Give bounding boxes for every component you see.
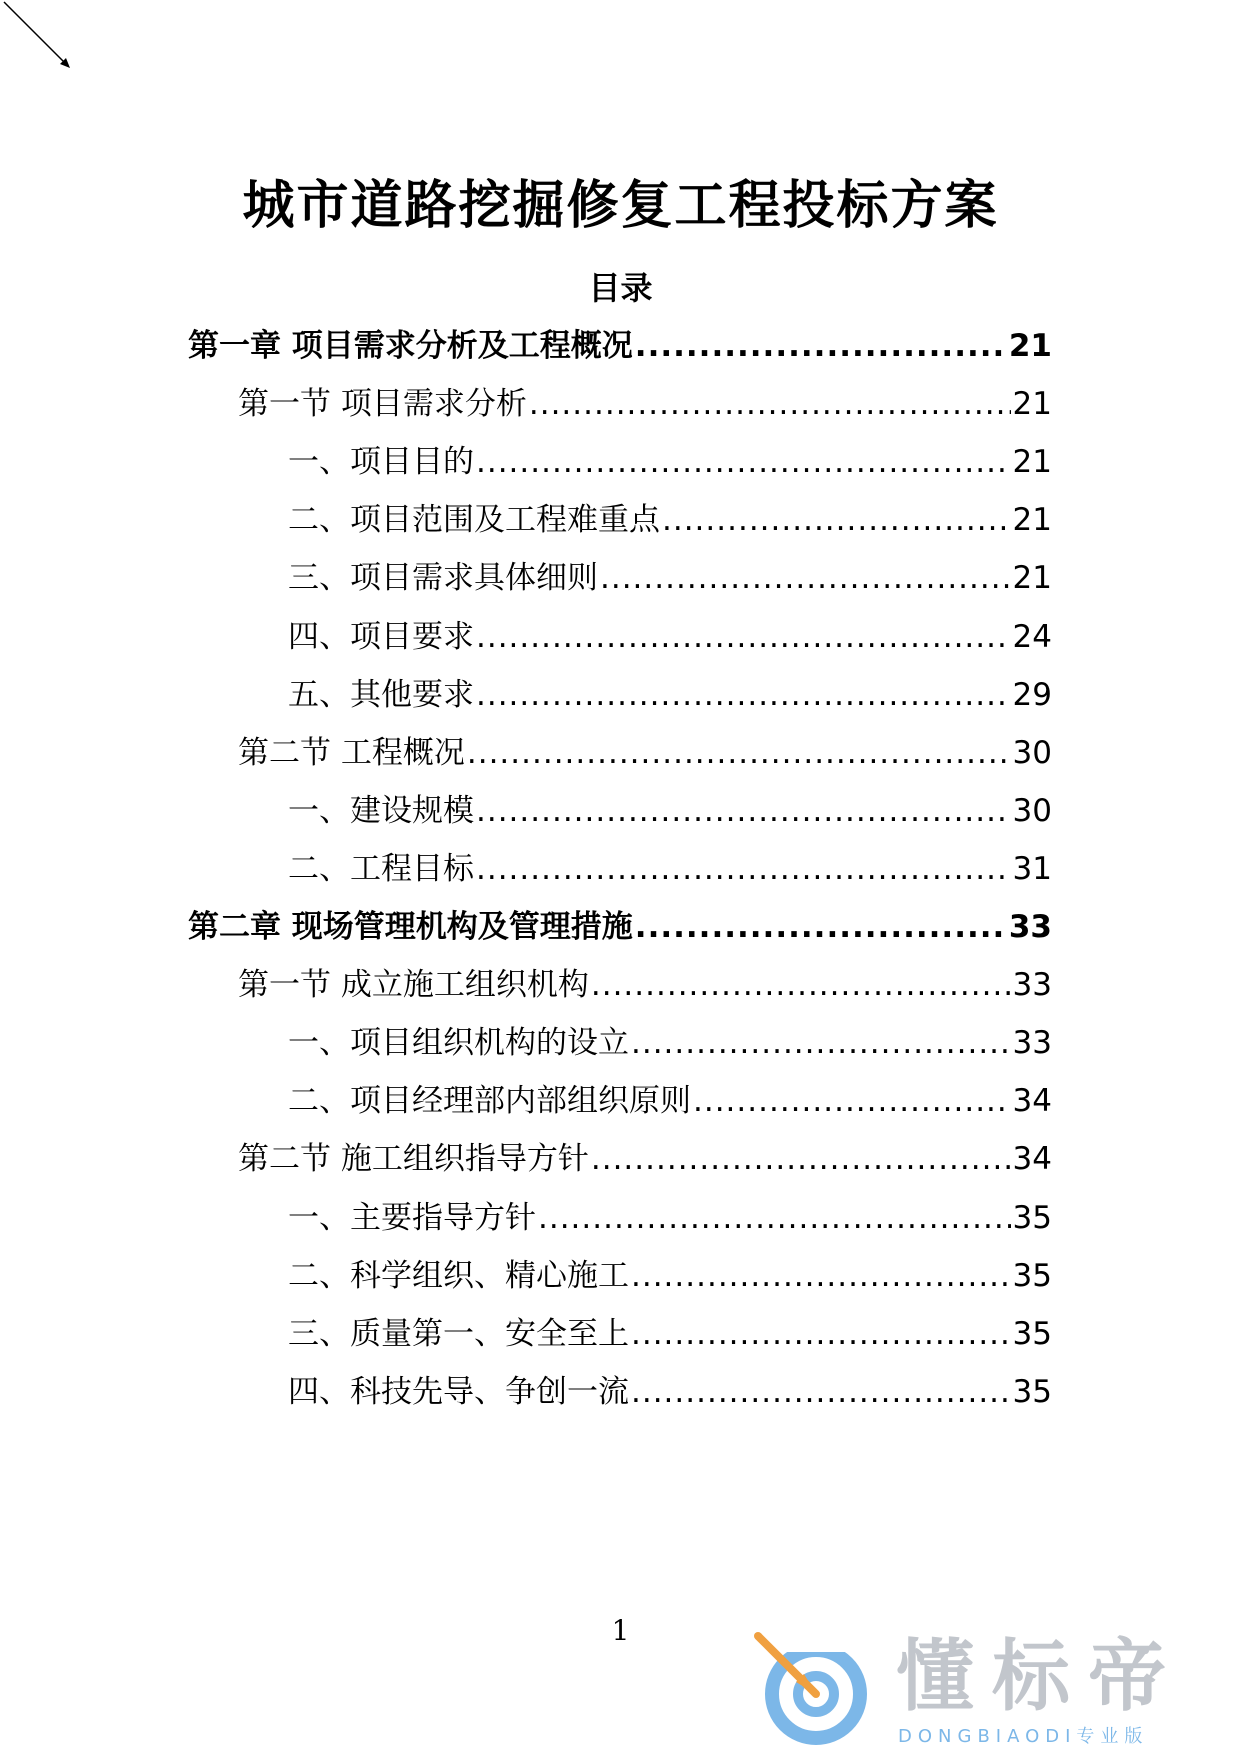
toc-entry[interactable] bbox=[288, 617, 1052, 657]
corner-arrow-mark bbox=[0, 0, 80, 80]
toc-entry[interactable] bbox=[288, 442, 1052, 482]
toc-entry[interactable] bbox=[288, 1081, 1052, 1121]
toc-entry-page: 35 bbox=[1012, 1374, 1052, 1410]
toc-dot-leader bbox=[591, 965, 1011, 1005]
toc-entry-label: 第二节 工程概况 bbox=[238, 735, 465, 771]
toc-entry[interactable] bbox=[238, 733, 1052, 773]
toc-entry-page: 30 bbox=[1012, 793, 1052, 829]
toc-entry-label: 一、项目组织机构的设立 bbox=[288, 1025, 629, 1061]
toc-dot-leader bbox=[476, 442, 1011, 482]
toc-dot-leader bbox=[631, 1023, 1011, 1063]
toc-dot-leader bbox=[631, 1256, 1011, 1296]
toc-entry[interactable] bbox=[288, 675, 1052, 715]
watermark-subtitle: DONGBIAODI专业版 bbox=[898, 1726, 1149, 1747]
toc-dot-leader bbox=[693, 1081, 1011, 1121]
watermark-brand: 懂标帝 bbox=[896, 1632, 1185, 1722]
toc-entry-page: 29 bbox=[1012, 677, 1052, 713]
toc-dot-leader bbox=[631, 1314, 1011, 1354]
toc-entry[interactable] bbox=[238, 965, 1052, 1005]
toc-entry-page: 24 bbox=[1012, 619, 1052, 655]
toc-dot-leader bbox=[529, 384, 1011, 424]
toc-entry[interactable] bbox=[288, 1256, 1052, 1296]
toc-entry-page: 33 bbox=[1008, 909, 1052, 945]
toc-entry[interactable] bbox=[288, 500, 1052, 540]
toc-entry-page: 21 bbox=[1012, 560, 1052, 596]
toc-dot-leader bbox=[635, 907, 1007, 947]
toc-dot-leader bbox=[467, 733, 1011, 773]
toc-entry-label: 四、项目要求 bbox=[288, 619, 474, 655]
toc-entry[interactable] bbox=[188, 326, 1052, 366]
toc-entry[interactable] bbox=[238, 1139, 1052, 1179]
toc-entry-page: 21 bbox=[1012, 386, 1052, 422]
toc-entry[interactable] bbox=[238, 384, 1052, 424]
toc-dot-leader bbox=[600, 558, 1011, 598]
toc-entry[interactable] bbox=[288, 849, 1052, 889]
toc-entry-label: 第一章 项目需求分析及工程概况 bbox=[188, 328, 633, 364]
toc-entry[interactable] bbox=[288, 1314, 1052, 1354]
toc-dot-leader bbox=[476, 675, 1011, 715]
toc-entry-page: 21 bbox=[1012, 502, 1052, 538]
toc-heading: 目录 bbox=[588, 269, 653, 307]
toc-entry-label: 二、工程目标 bbox=[288, 851, 474, 887]
toc-entry-label: 第一节 成立施工组织机构 bbox=[238, 967, 589, 1003]
toc-dot-leader bbox=[476, 617, 1011, 657]
toc-dot-leader bbox=[631, 1372, 1011, 1412]
toc-entry-page: 35 bbox=[1012, 1316, 1052, 1352]
toc-entry-page: 34 bbox=[1012, 1141, 1052, 1177]
toc-entry-label: 第一节 项目需求分析 bbox=[238, 386, 527, 422]
toc-entry-page: 21 bbox=[1012, 444, 1052, 480]
toc-entry-page: 21 bbox=[1008, 328, 1052, 364]
toc-entry-label: 一、建设规模 bbox=[288, 793, 474, 829]
toc-entry-label: 一、项目目的 bbox=[288, 444, 474, 480]
toc-dot-leader bbox=[476, 849, 1011, 889]
toc-entry[interactable] bbox=[288, 558, 1052, 598]
toc-entry-label: 三、质量第一、安全至上 bbox=[288, 1316, 629, 1352]
toc-entry[interactable] bbox=[288, 1198, 1052, 1238]
toc-entry-label: 二、项目经理部内部组织原则 bbox=[288, 1083, 691, 1119]
toc-entry[interactable] bbox=[288, 1023, 1052, 1063]
toc-dot-leader bbox=[635, 326, 1007, 366]
toc-entry-page: 35 bbox=[1012, 1258, 1052, 1294]
toc-entry-label: 四、科技先导、争创一流 bbox=[288, 1374, 629, 1410]
toc-entry-page: 34 bbox=[1012, 1083, 1052, 1119]
toc-entry-page: 33 bbox=[1012, 1025, 1052, 1061]
toc-entry[interactable] bbox=[188, 907, 1052, 947]
toc-entry[interactable] bbox=[288, 1372, 1052, 1412]
toc-entry-label: 五、其他要求 bbox=[288, 677, 474, 713]
toc-entry-page: 35 bbox=[1012, 1200, 1052, 1236]
toc-dot-leader bbox=[538, 1198, 1011, 1238]
toc-entry-label: 二、科学组织、精心施工 bbox=[288, 1258, 629, 1294]
toc-entry-label: 三、项目需求具体细则 bbox=[288, 560, 598, 596]
toc-entry-page: 33 bbox=[1012, 967, 1052, 1003]
toc-entry-label: 第二节 施工组织指导方针 bbox=[238, 1141, 589, 1177]
toc-dot-leader bbox=[591, 1139, 1011, 1179]
target-arrow-icon bbox=[746, 1632, 874, 1748]
toc-dot-leader bbox=[476, 791, 1011, 831]
toc-entry-label: 二、项目范围及工程难重点 bbox=[288, 502, 660, 538]
toc-entry[interactable] bbox=[288, 791, 1052, 831]
document-title: 城市道路挖掘修复工程投标方案 bbox=[242, 176, 999, 236]
toc-entry-label: 一、主要指导方针 bbox=[288, 1200, 536, 1236]
watermark bbox=[746, 1632, 1216, 1748]
toc-dot-leader bbox=[662, 500, 1011, 540]
page-number: 1 bbox=[611, 1614, 630, 1647]
toc-entry-label: 第二章 现场管理机构及管理措施 bbox=[188, 909, 633, 945]
toc-entry-page: 30 bbox=[1012, 735, 1052, 771]
toc-entry-page: 31 bbox=[1012, 851, 1052, 887]
